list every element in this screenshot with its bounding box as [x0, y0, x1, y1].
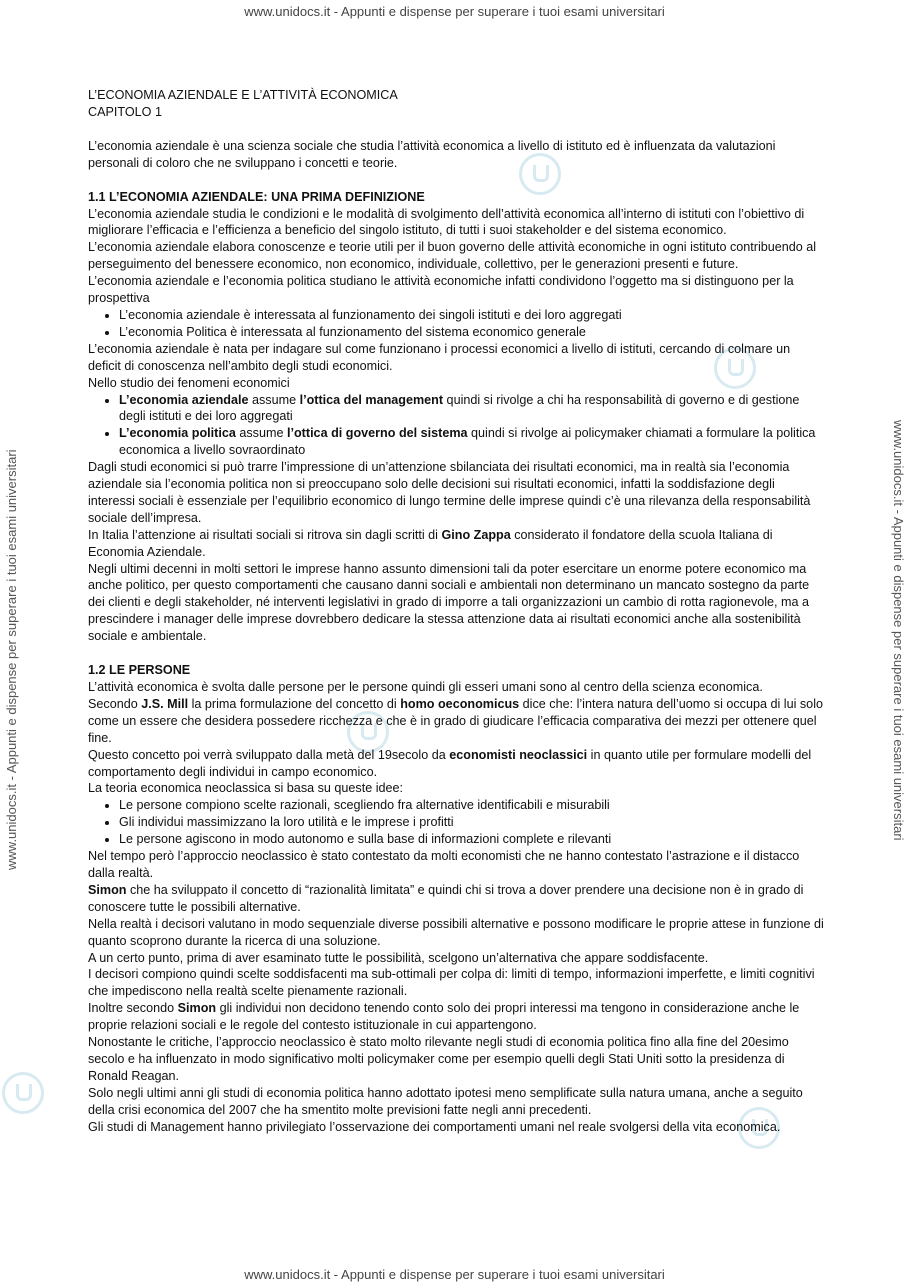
paragraph: Simon che ha sviluppato il concetto di “razionalità limitata” e quindi chi si trova a dover prendere una decisione non è in grado di conoscere tutte le possibili alternative.: [88, 882, 804, 914]
paragraph: Questo concetto poi verrà sviluppato dalla metà del 19secolo da economisti neoclassici in quanto utile per formulare modelli del comportamento degli individui in campo economico.: [88, 747, 812, 779]
watermark-top: www.unidocs.it - Appunti e dispense per superare i tuoi esami universitari: [244, 4, 665, 19]
paragraph: Nella realtà i decisori valutano in modo sequenziale diverse possibili alternative e possono modificare le proprie attese in funzione di quanto scoprono durante la ricerca di una soluzione.: [88, 916, 824, 948]
document-title: L’ECONOMIA AZIENDALE E L’ATTIVITÀ ECONOMICA: [88, 88, 398, 102]
chapter-label: CAPITOLO 1: [88, 104, 162, 119]
bullet-list: [88, 392, 824, 460]
paragraph: L’economia aziendale elabora conoscenze e teorie utili per il buon governo delle attività economiche in ogni istituto contribuendo al perseguimento del benessere economico, non economico, individuale, collettivo, per le generazioni presenti e future.: [88, 240, 817, 272]
list-item: • L’economia aziendale assume l’ottica del management quindi si rivolge a chi ha responsabilità di governo e di gestione degli istituti e dei loro aggregati: [119, 392, 824, 426]
paragraph: L’economia aziendale è nata per indagare sul come funzionano i processi economici a livello di istituti, cercando di colmare un deficit di conoscenza nell’ambito degli studi economici.: [88, 341, 791, 373]
paragraph: L’attività economica è svolta dalle persone per le persone quindi gli esseri umani sono al centro della scienza economica.: [88, 680, 763, 694]
watermark-bottom: www.unidocs.it - Appunti e dispense per superare i tuoi esami universitari: [244, 1267, 665, 1282]
bullet-list: [88, 797, 824, 848]
list-item: • Le persone agiscono in modo autonomo e sulla base di informazioni complete e rilevanti: [119, 831, 824, 848]
paragraph: I decisori compiono quindi scelte soddisfacenti ma sub-ottimali per colpa di: limiti di tempo, informazioni imperfette, e limiti cognitivi che impediscono nella realtà scelte pienamente razionali.: [88, 967, 815, 999]
paragraph: In Italia l’attenzione ai risultati sociali si ritrova sin dagli scritti di Gino Zappa considerato il fondatore della scuola Italiana di Economia Aziendale.: [88, 527, 773, 559]
paragraph: Secondo J.S. Mill la prima formulazione del concetto di homo oeconomicus dice che: l’intera natura dell’uomo si occupa di lui solo come un essere che desidera possedere ricchezza e che è in grado di giudicare l’efficacia comparativa dei mezzi per ottenere quel fine.: [88, 696, 823, 745]
list-item: • L’economia Politica è interessata al funzionamento del sistema economico generale: [119, 324, 824, 341]
list-item: • Le persone compiono scelte razionali, scegliendo fra alternative identificabili e misurabili: [119, 797, 824, 814]
watermark-left: www.unidocs.it - Appunti e dispense per superare i tuoi esami universitari: [4, 449, 19, 870]
unidocs-logo-icon: [2, 1072, 44, 1114]
paragraph: Inoltre secondo Simon gli individui non decidono tenendo conto solo dei propri interessi ma tengono in considerazione anche le proprie relazioni sociali e le regole del contesto istituzionale in cui appartengono.: [88, 1001, 800, 1033]
paragraph: Nonostante le critiche, l’approccio neoclassico è stato molto rilevante negli studi di economia politica fino alla fine del 20esimo secolo e ha influenzato in modo significativo molti policymaker come per esempio quelli degli Stati Uniti sotto la presidenza di Ronald Reagan.: [88, 1035, 789, 1083]
list-item: • L’economia politica assume l’ottica di governo del sistema quindi si rivolge ai policymaker chiamati a formulare la politica economica a livello sovraordinato: [119, 425, 824, 459]
paragraph: Gli studi di Management hanno privilegiato l’osservazione dei comportamenti umani nel reale svolgersi della vita economica.: [88, 1119, 781, 1134]
section-heading: 1.1 L’ECONOMIA AZIENDALE: UNA PRIMA DEFINIZIONE: [88, 189, 425, 204]
paragraph: Nel tempo però l’approccio neoclassico è stato contestato da molti economisti che ne hanno contestato l’astrazione e il distacco dalla realtà.: [88, 849, 800, 880]
paragraph: A un certo punto, prima di aver esaminato tutte le possibilità, scelgono un’alternativa che appare soddisfacente.: [88, 950, 709, 965]
list-item: • L’economia aziendale è interessata al funzionamento dei singoli istituti e dei loro aggregati: [119, 307, 824, 324]
paragraph: La teoria economica neoclassica si basa su queste idee:: [88, 781, 404, 796]
paragraph: L’economia aziendale studia le condizioni e le modalità di svolgimento dell’attività economica all’interno di istituti con l’obiettivo di migliorare l’efficacia e l’efficienza a beneficio del singolo istituto, di tutti i suoi stakeholder e del sistema economico.: [88, 206, 805, 238]
watermark-right: www.unidocs.it - Appunti e dispense per superare i tuoi esami universitari: [891, 420, 906, 841]
paragraph: Nello studio dei fenomeni economici: [88, 375, 290, 390]
paragraph: Negli ultimi decenni in molti settori le imprese hanno assunto dimensioni tali da poter esercitare un enorme potere economico ma anche politico, per questo comportamenti che causano danni sociali e ambientali non determinano un mancato sostegno da parte dei clienti e degli stakeholder, né interventi legislativi in grado di imporre a tali organizzazioni un cambio di rotta ragionevole, ma a prescindere i manager delle imprese dovrebbero dedicare la stessa attenzione data ai risultati economici anche alla sostenibilità sociale e ambientale.: [88, 561, 810, 644]
paragraph: Solo negli ultimi anni gli studi di economia politica hanno adottato ipotesi meno semplificate sulla natura umana, anche a seguito della crisi economica del 2007 che ha smentito molte previsioni fatte negli anni precedenti.: [88, 1085, 803, 1117]
list-item: • Gli individui massimizzano la loro utilità e le imprese i profitti: [119, 814, 824, 831]
document-body: [88, 87, 824, 1135]
paragraph: Dagli studi economici si può trarre l’impressione di un’attenzione sbilanciata dei risultati economici, ma in realtà sia l’economia aziendale sia l’economia politica non si preoccupano solo delle decisioni sui risultati economici, infatti la soddisfazione degli interessi sociali è essenziale per l’equilibrio economico di lungo termine delle imprese quindi c’è una rilevanza della responsabilità sociale dell’impresa.: [88, 460, 811, 525]
paragraph: L’economia aziendale e l’economia politica studiano le attività economiche infatti condividono l’oggetto ma si distinguono per la prospettiva: [88, 274, 794, 306]
intro-paragraph: L’economia aziendale è una scienza sociale che studia l’attività economica a livello di istituto ed è influenzata da valutazioni personali di coloro che ne sviluppano i concetti e teorie.: [88, 138, 776, 170]
bullet-list: [88, 307, 824, 341]
section-heading: 1.2 LE PERSONE: [88, 663, 191, 678]
